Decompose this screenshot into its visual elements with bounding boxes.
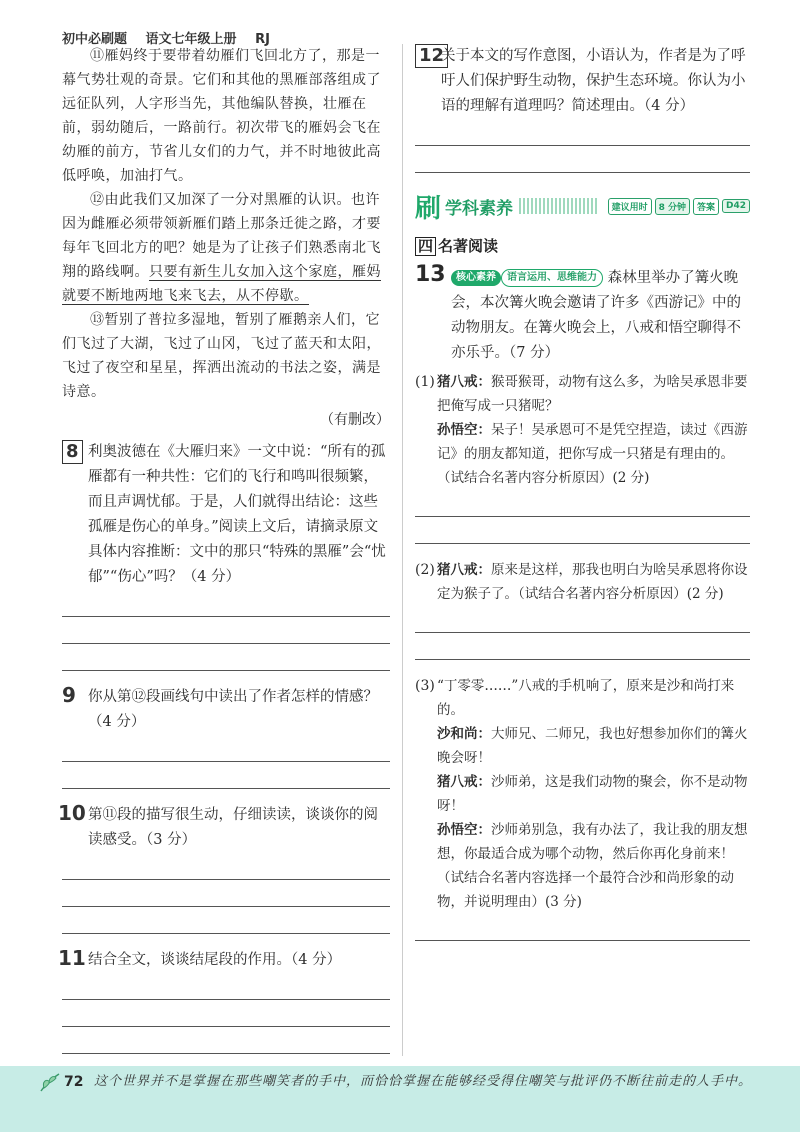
speech: 原来是这样，那我也明白为啥吴承恩将你设定为猴子了。 (437, 562, 748, 602)
answer-line (62, 761, 390, 762)
subquestion-label: (1) (415, 374, 435, 390)
question-text: 关于本文的写作意图，小语认为，作者是为了呼吁人们保护野生动物，保护生态环境。你认为小语的理解有道理吗？简述理由。（4 分） (441, 48, 746, 114)
question-12 (415, 44, 750, 119)
dialogue-line (437, 770, 750, 818)
question-text: 你从第⑫段画线句中读出了作者怎样的情感？（4 分） (88, 689, 378, 730)
task-instruction: （试结合名著内容分析原因）(2 分) (518, 586, 724, 602)
leaf-icon (38, 1070, 62, 1094)
answer-area-13-3[interactable] (415, 940, 750, 941)
question-number: 11 (58, 946, 86, 970)
speaker-name: 孙悟空： (437, 822, 491, 838)
section-banner (415, 191, 750, 224)
speech: 沙师弟别急，我有办法了，我让我的朋友想想，你最适合成为哪个动物，然后你再化身前来！ (437, 822, 748, 862)
answer-line (62, 670, 390, 671)
subquestion-label: (3) (415, 678, 435, 694)
page-number: 72 (64, 1074, 84, 1090)
question-number: 13 (415, 262, 446, 287)
speaker-name: 猪八戒： (437, 374, 491, 390)
decorative-stripes (519, 198, 599, 214)
answer-area-11[interactable] (62, 999, 390, 1054)
subject-title: 语文七年级上册 (145, 32, 237, 47)
source-note: （有删改） (320, 412, 390, 428)
speech: 沙师弟，这是我们动物的聚会，你不是动物呀！ (437, 774, 748, 814)
time-label: 建议用时 (608, 198, 652, 215)
dialogue-line (437, 722, 750, 770)
narration: “丁零零……”八戒的手机响了，原来是沙和尚打来的。 (437, 678, 735, 718)
answer-area-13-2[interactable] (415, 632, 750, 660)
question-text: 利奥波德在《大雁归来》一文中说：“所有的孤雁都有一种共性：它们的飞行和鸣叫很频繁，而且声调忧郁。于是，人们就得出结论：这些孤雁是伤心的单身。”阅读上文后，请摘录原文具体内容推断：文中的那只“特殊的黑雁”会“忧郁”“伤心”吗？（4 分） (88, 444, 386, 585)
dialogue-line (437, 370, 750, 418)
answer-line (62, 999, 390, 1000)
answer-line (62, 1053, 390, 1054)
answer-line (415, 172, 750, 173)
subquestion-1 (415, 370, 750, 490)
subsection-heading (415, 235, 750, 256)
answer-label: 答案 (693, 198, 719, 215)
subquestion-2 (415, 558, 750, 606)
question-8 (62, 440, 390, 590)
answer-line (62, 643, 390, 644)
book-title: 初中必刷题 (62, 32, 128, 47)
footer-quote: 这个世界并不是掌握在那些嘲笑者的手中，而恰恰掌握在能够经受得住嘲笑与批评仍不断往前走的人手中。 (94, 1074, 753, 1089)
answer-line (62, 933, 390, 934)
answer-line (415, 516, 750, 517)
speech: 呆子！吴承恩可不是凭空捏造，读过《西游记》的朋友都知道，把你写成一只猪是有理由的。 (437, 422, 748, 462)
column-divider (402, 44, 403, 1056)
question-intro: 森林里举办了篝火晚会，本次篝火晚会邀请了许多《西游记》中的动物朋友。在篝火晚会上，八戒和悟空聊得不亦乐乎。（7 分） (451, 270, 741, 361)
answer-area-8[interactable] (62, 616, 390, 671)
task-instruction: （试结合名著内容分析原因）(2 分) (437, 470, 650, 486)
dialogue-line (437, 558, 750, 606)
answer-line (62, 1026, 390, 1027)
answer-page: D42 (722, 199, 750, 213)
answer-line (415, 632, 750, 633)
answer-area-12[interactable] (415, 145, 750, 173)
question-10 (58, 801, 390, 853)
answer-line (62, 616, 390, 617)
time-value: 8 分钟 (655, 198, 690, 215)
speaker-name: 沙和尚： (437, 726, 491, 742)
question-number: 12 (415, 44, 448, 68)
answer-line (415, 659, 750, 660)
paragraph-12-text: ⑫由此我们又加深了一分对黑雁的认识。也许因为雌雁必须带领新雁们踏上那条迁徙之路，才要每年飞回北方的吧？她是为了让孩子们熟悉南北飞翔的路线啊。 (62, 192, 381, 280)
edition-label: RJ (255, 32, 270, 47)
dialogue-line (437, 418, 750, 490)
question-text: 结合全文，谈谈结尾段的作用。（4 分） (88, 952, 342, 968)
answer-line (62, 906, 390, 907)
answer-area-9[interactable] (62, 761, 390, 789)
answer-line (415, 543, 750, 544)
answer-line (62, 879, 390, 880)
left-column (58, 44, 390, 1068)
question-number: 8 (62, 440, 83, 464)
subsection-title: 名著阅读 (438, 237, 499, 255)
answer-line (415, 145, 750, 146)
paragraph-12 (62, 188, 390, 308)
core-literacy-tag: 核心素养 (451, 270, 501, 286)
answer-line (415, 940, 750, 941)
answer-area-13-1[interactable] (415, 516, 750, 544)
speech: 大师兄、二师兄，我也好想参加你们的篝火晚会呀！ (437, 726, 748, 766)
ability-tag: 语言运用、思维能力 (501, 269, 603, 287)
question-11 (58, 946, 390, 973)
task-instruction: （试结合名著内容选择一个最符合沙和尚形象的动物，并说明理由）(3 分) (437, 870, 734, 910)
paragraph-13: ⑬暂别了普拉多湿地，暂别了雁鹅亲人们，它们飞过了大湖，飞过了山冈，飞过了蓝天和太阳，飞过了夜空和星星，挥洒出流动的书法之姿，满是诗意。 (62, 312, 381, 400)
question-number: 9 (62, 683, 76, 707)
question-number: 10 (58, 801, 86, 825)
question-13 (415, 262, 750, 366)
subsection-number: 四 (415, 237, 436, 256)
subquestion-3 (415, 674, 750, 914)
answer-line (62, 788, 390, 789)
answer-area-10[interactable] (62, 879, 390, 934)
underlined-sentence: 只要有新生儿女加入这个家庭，雁妈就要不断地两地飞来飞去，从不停歇。 (62, 264, 381, 304)
speaker-name: 孙悟空： (437, 422, 491, 438)
section-shua: 刷 (415, 193, 442, 224)
dialogue-line (437, 818, 750, 914)
subquestion-label: (2) (415, 562, 435, 578)
page-footer (0, 1066, 800, 1132)
speech: 猴哥猴哥，动物有这么多，为啥吴承恩非要把俺写成一只猪呢？ (437, 374, 748, 414)
question-text: 第⑪段的描写很生动，仔细读读，谈谈你的阅读感受。（3 分） (88, 807, 378, 848)
section-title: 学科素养 (445, 198, 514, 219)
speaker-name: 猪八戒： (437, 562, 491, 578)
question-9 (62, 685, 390, 735)
paragraph-11: ⑪雁妈终于要带着幼雁们飞回北方了，那是一幕气势壮观的奇景。它们和其他的黑雁部落组成了远征队列，人字形当先，其他编队替换，壮雁在前，弱幼随后，一路前行。初次带飞的雁妈会飞在幼雁的前方，节省儿女们的力气，并不时地彼此高低呼唤，加油打气。 (62, 48, 381, 184)
right-column (415, 44, 750, 955)
speaker-name: 猪八戒： (437, 774, 491, 790)
